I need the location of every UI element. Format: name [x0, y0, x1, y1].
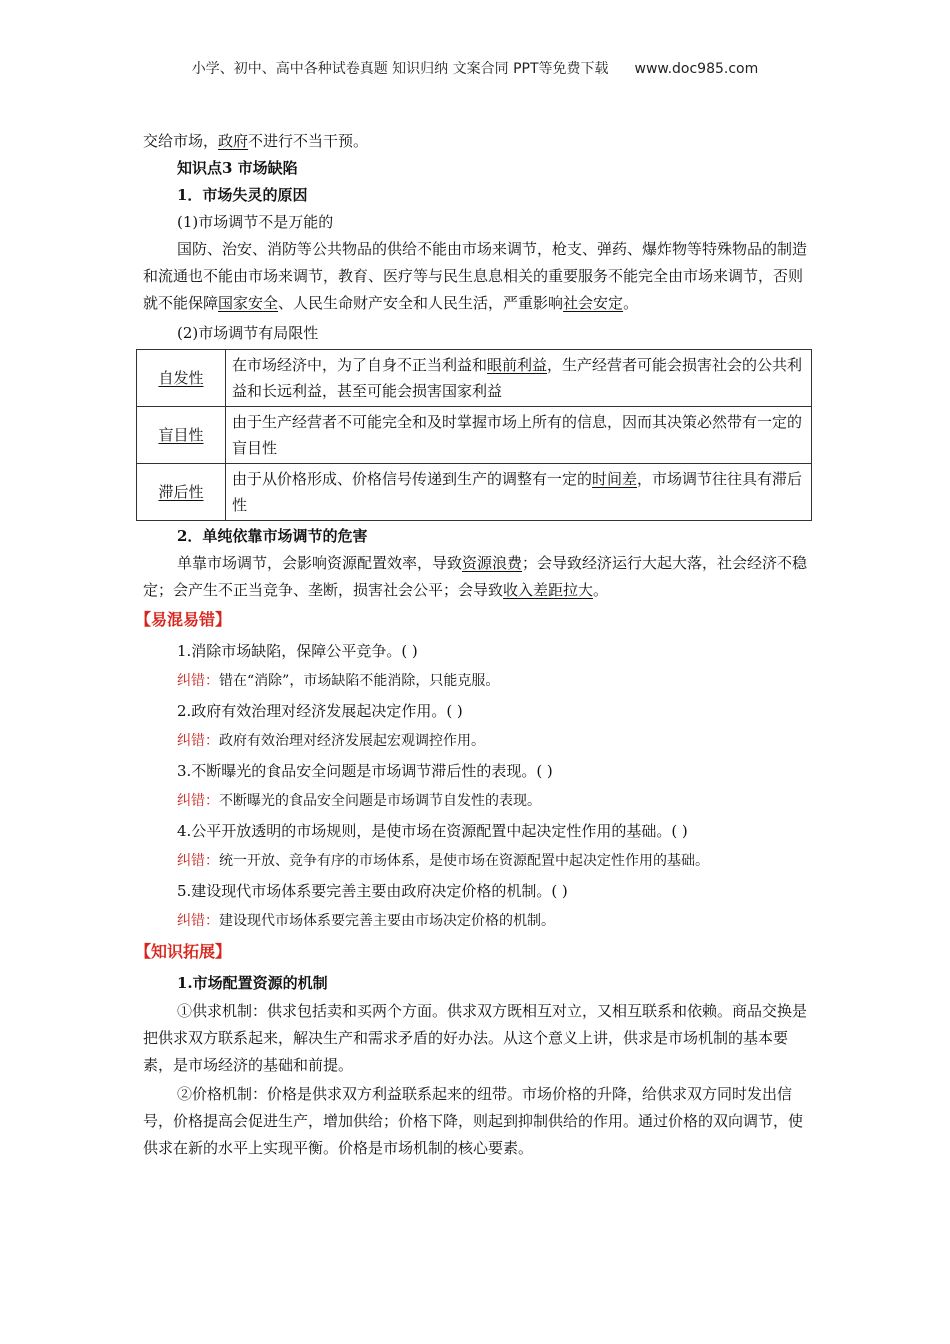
section-1-title: 1．市场失灵的原因: [177, 186, 308, 204]
question-item: 3.不断曝光的食品安全问题是市场调节滞后性的表现。( ): [177, 762, 553, 780]
question-item: 2.政府有效治理对经济发展起决定作用。( ): [177, 702, 463, 720]
table-value-cell: 由于生产经营者不可能完全和及时掌握市场上所有的信息，因而其决策必然带有一定的盲目性: [226, 407, 812, 464]
table-row: [137, 407, 812, 464]
correction-item: 纠错：政府有效治理对经济发展起宏观调控作用。: [177, 733, 485, 749]
expand-subtitle: 1.市场配置资源的机制: [177, 974, 328, 992]
table-value-cell: 由于从价格形成、价格信号传递到生产的调整有一定的时间差，市场调节往往具有滞后性: [226, 464, 812, 521]
document-body: [135, 128, 811, 1162]
confuse-list: [143, 636, 811, 936]
table-row: [137, 464, 812, 521]
header-url[interactable]: www.doc985.com: [634, 61, 759, 77]
table-value-cell: 在市场经济中，为了自身不正当利益和眼前利益，生产经营者可能会损害社会的公共利益和长远利益，甚至可能会损害国家利益: [226, 350, 812, 407]
question-item: 5.建设现代市场体系要完善主要由政府决定价格的机制。( ): [177, 882, 568, 900]
expand-paragraph: ①供求机制：供求包括卖和买两个方面。供求双方既相互对立，又相互联系和依赖。商品交换是把供求双方联系起来，解决生产和需求矛盾的好办法。从这个意义上讲，供求是市场机制的基本要素，是市场经济的基础和前提。: [143, 1002, 808, 1074]
table-row: [137, 350, 812, 407]
expand-section-title: 【知识拓展】: [135, 942, 232, 961]
correction-item: 纠错：错在“消除”，市场缺陷不能消除，只能克服。: [177, 673, 500, 689]
section-1-paragraph: 国防、治安、消防等公共物品的供给不能由市场来调节，枪支、弹药、爆炸物等特殊物品的制造和流通也不能由市场来调节，教育、医疗等与民生息息相关的重要服务不能完全由市场来调节，否则就不能保障国家安全、人民生命财产安全和人民生活，严重影响社会安定。: [143, 240, 808, 312]
question-item: 4.公平开放透明的市场规则，是使市场在资源配置中起决定性作用的基础。( ): [177, 822, 688, 840]
underlined-term: 政府: [218, 132, 249, 150]
limitations-table: [136, 349, 812, 521]
section-2-paragraph: 单靠市场调节，会影响资源配置效率，导致资源浪费；会导致经济运行大起大落，社会经济不稳定；会产生不正当竞争、垄断，损害社会公平；会导致收入差距拉大。: [143, 554, 808, 599]
section-1-subtitle-1: (1)市场调节不是万能的: [177, 213, 334, 231]
table-key-cell: 滞后性: [137, 464, 226, 521]
question-item: 1.消除市场缺陷，保障公平竞争。( ): [177, 642, 418, 660]
table-key-cell: 自发性: [137, 350, 226, 407]
expand-paragraph: ②价格机制：价格是供求双方利益联系起来的纽带。市场价格的升降，给供求双方同时发出信号，价格提高会促进生产，增加供给；价格下降，则起到抑制供给的作用。通过价格的双向调节，使供求在新的水平上实现平衡。价格是市场机制的核心要素。: [143, 1085, 804, 1157]
correction-item: 纠错：建设现代市场体系要完善主要由市场决定价格的机制。: [177, 913, 555, 929]
confuse-section-title: 【易混易错】: [135, 610, 232, 629]
page-header: [0, 58, 950, 78]
correction-item: 纠错：统一开放、竞争有序的市场体系，是使市场在资源配置中起决定性作用的基础。: [177, 853, 709, 869]
correction-item: 纠错：不断曝光的食品安全问题是市场调节自发性的表现。: [177, 793, 541, 809]
header-text: 小学、初中、高中各种试卷真题 知识归纳 文案合同 PPT等免费下载: [191, 61, 609, 77]
section-1-subtitle-2: (2)市场调节有局限性: [177, 324, 319, 342]
intro-line: 交给市场，政府不进行不当干预。: [143, 132, 369, 150]
section-2-title: 2．单纯依靠市场调节的危害: [177, 527, 368, 545]
table-key-cell: 盲目性: [137, 407, 226, 464]
knowledge-point-title: 知识点3 市场缺陷: [177, 159, 298, 177]
